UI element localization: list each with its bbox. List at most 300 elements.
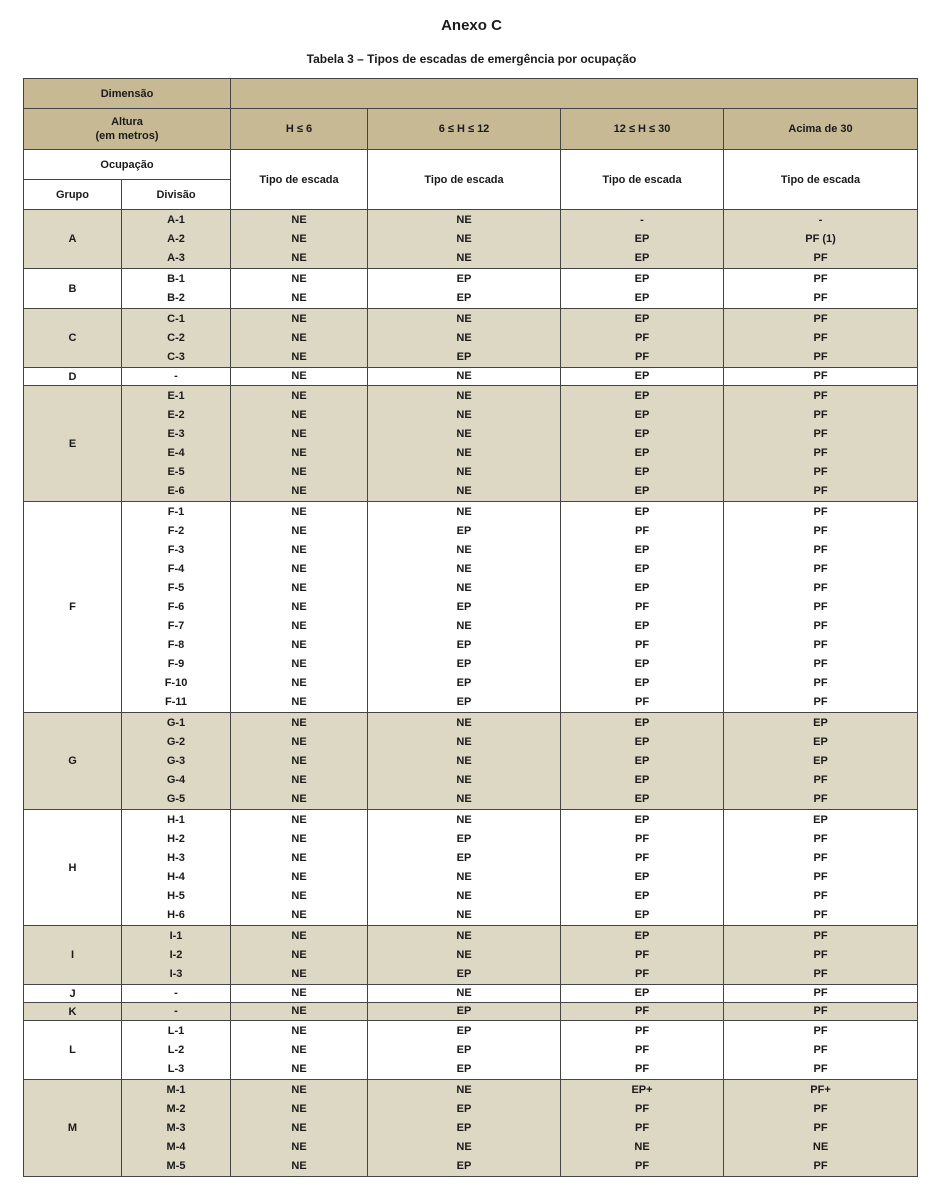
escada-value: PF	[813, 312, 828, 325]
escada-value: NE	[456, 581, 472, 594]
divisao-value: F-6	[167, 600, 185, 613]
divisao-value: E-5	[167, 465, 185, 478]
escada-value: PF	[813, 870, 828, 883]
escada-value: NE	[291, 1024, 307, 1037]
escada-value: EP	[634, 427, 650, 440]
escada-value: PF	[813, 427, 828, 440]
escada-value: PF	[813, 908, 828, 921]
escada-value: PF	[813, 350, 828, 363]
escada-value: NE	[291, 389, 307, 402]
tipo-escada-cell	[724, 309, 918, 368]
escada-value: NE	[456, 1140, 472, 1153]
escada-value: PF	[813, 524, 828, 537]
escada-value: NE	[291, 638, 307, 651]
tipo-escada-cell	[368, 1080, 561, 1177]
escada-value: PF	[634, 1102, 650, 1115]
group-row-d	[24, 368, 918, 386]
height-header-1: H ≤ 6	[231, 109, 368, 150]
escada-value: PF+	[810, 1083, 831, 1096]
divisao-value: F-3	[167, 543, 185, 556]
escada-value: PF	[813, 581, 828, 594]
divisao-value: E-6	[167, 484, 185, 497]
tipo-escada-cell	[561, 502, 724, 713]
escada-value: NE	[456, 465, 472, 478]
height-header-3: 12 ≤ H ≤ 30	[561, 109, 724, 150]
divisao-value: M-4	[166, 1140, 186, 1153]
escada-value: NE	[291, 272, 307, 285]
escada-value: EP	[456, 350, 472, 363]
tipo-escada-cell	[368, 985, 561, 1003]
escada-value: NE	[456, 543, 472, 556]
tipo-escada-cell	[368, 210, 561, 269]
escada-value: PF	[813, 948, 828, 961]
tipo-escada-cell	[724, 386, 918, 502]
divisao-value: L-1	[167, 1024, 185, 1037]
divisao-cell	[122, 309, 231, 368]
escada-value: PF	[813, 272, 828, 285]
escada-value: PF	[813, 889, 828, 902]
escada-value: EP	[634, 813, 650, 826]
divisao-value: H-4	[167, 870, 185, 883]
tipo-escada-cell	[724, 1003, 918, 1021]
divisao-value: F-7	[167, 619, 185, 632]
grupo-header: Grupo	[24, 180, 122, 210]
escada-value: PF	[813, 408, 828, 421]
escada-value: NE	[291, 1043, 307, 1056]
escada-value: PF	[634, 948, 650, 961]
escada-value: EP	[813, 754, 828, 767]
escada-value: PF	[813, 600, 828, 613]
escada-value: EP	[634, 716, 650, 729]
tipo-escada-cell	[231, 713, 368, 810]
escada-value: PF	[813, 370, 828, 382]
tipo-escada-cell	[561, 1021, 724, 1080]
escada-value: EP	[634, 889, 650, 902]
divisao-value: H-3	[167, 851, 185, 864]
escada-value: NE	[456, 370, 472, 382]
grupo-cell: M	[24, 1080, 122, 1177]
escada-value: PF	[813, 465, 828, 478]
escada-value: NE	[456, 251, 472, 264]
escada-value: PF	[634, 350, 650, 363]
escada-value: EP	[456, 851, 472, 864]
table-caption: Tabela 3 – Tipos de escadas de emergência por ocupação	[306, 52, 637, 66]
escada-value: EP	[634, 562, 650, 575]
escada-value: PF	[813, 562, 828, 575]
escada-value: NE	[291, 600, 307, 613]
divisao-value: H-5	[167, 889, 185, 902]
escada-value: NE	[291, 465, 307, 478]
escada-value: NE	[291, 754, 307, 767]
grupo-cell: E	[24, 386, 122, 502]
divisao-value: L-2	[167, 1043, 185, 1056]
tipo-header-2: Tipo de escada	[368, 150, 561, 210]
escada-value: NE	[291, 232, 307, 245]
divisao-value: F-11	[165, 695, 188, 708]
group-row-c	[24, 309, 918, 368]
escada-value: NE	[291, 312, 307, 325]
group-row-a	[24, 210, 918, 269]
escada-value: NE	[456, 792, 472, 805]
tipo-header-4: Tipo de escada	[724, 150, 918, 210]
escada-value: PF	[813, 695, 828, 708]
group-row-j	[24, 985, 918, 1003]
escada-value: PF	[634, 1121, 650, 1134]
escada-value: PF	[634, 832, 650, 845]
escada-value: PF	[813, 832, 828, 845]
tipo-escada-cell	[368, 1003, 561, 1021]
table-body	[24, 79, 918, 1177]
divisao-cell	[122, 386, 231, 502]
escada-value: NE	[812, 1140, 829, 1153]
tipo-escada-cell	[561, 386, 724, 502]
tipo-escada-cell	[368, 810, 561, 926]
divisao-cell	[122, 926, 231, 985]
escada-value: PF	[813, 638, 828, 651]
escada-value: EP	[456, 657, 472, 670]
grupo-cell: D	[24, 368, 122, 386]
escada-value: NE	[291, 1083, 307, 1096]
escada-value: PF	[813, 929, 828, 942]
escada-value: PF	[813, 657, 828, 670]
escada-value: PF	[813, 1043, 828, 1056]
escada-value: EP	[634, 312, 650, 325]
divisao-value: F-8	[167, 638, 185, 651]
escada-value: PF	[634, 524, 650, 537]
escada-value: PF	[634, 1062, 650, 1075]
escada-value: NE	[291, 562, 307, 575]
divisao-value: F-5	[167, 581, 185, 594]
escada-value: EP	[456, 638, 472, 651]
divisao-value: F-2	[167, 524, 185, 537]
tipo-escada-cell	[368, 926, 561, 985]
group-row-m	[24, 1080, 918, 1177]
escada-value: EP	[456, 1005, 472, 1017]
divisao-cell	[122, 1021, 231, 1080]
tipo-escada-cell	[561, 926, 724, 985]
escada-value: PF	[634, 600, 650, 613]
escada-value: NE	[456, 331, 472, 344]
escada-value: NE	[291, 735, 307, 748]
tipo-escada-cell	[231, 269, 368, 309]
escada-value: NE	[456, 213, 472, 226]
divisao-value: A-2	[167, 232, 185, 245]
tipo-escada-cell	[368, 502, 561, 713]
escada-value: NE	[456, 389, 472, 402]
escada-value: NE	[291, 484, 307, 497]
escada-value: NE	[291, 1062, 307, 1075]
group-row-b	[24, 269, 918, 309]
divisao-value: H-2	[167, 832, 185, 845]
height-header-2: 6 ≤ H ≤ 12	[368, 109, 561, 150]
escada-value: NE	[456, 716, 472, 729]
tipo-escada-cell	[561, 985, 724, 1003]
page-title: Anexo C	[441, 17, 502, 34]
tipo-escada-cell	[724, 713, 918, 810]
divisao-value: -	[174, 1005, 178, 1017]
escada-value: EP	[634, 735, 650, 748]
grupo-cell: F	[24, 502, 122, 713]
escada-value: NE	[456, 889, 472, 902]
escada-value: PF	[634, 1005, 650, 1017]
divisao-cell	[122, 1080, 231, 1177]
escada-value: EP	[456, 676, 472, 689]
escada-value: NE	[634, 1140, 650, 1153]
group-row-h	[24, 810, 918, 926]
group-row-l	[24, 1021, 918, 1080]
grupo-cell: A	[24, 210, 122, 269]
escada-value: PF	[813, 251, 828, 264]
escada-value: NE	[291, 1102, 307, 1115]
escada-value: NE	[291, 619, 307, 632]
escada-value: NE	[291, 251, 307, 264]
divisao-value: G-4	[166, 773, 186, 786]
tipo-escada-cell	[368, 1021, 561, 1080]
escada-value: EP	[634, 272, 650, 285]
escada-value: PF	[813, 851, 828, 864]
divisao-value: M-1	[166, 1083, 186, 1096]
divisao-value: A-1	[167, 213, 185, 226]
stairs-table	[23, 78, 918, 1177]
escada-value: EP	[634, 389, 650, 402]
group-row-k	[24, 1003, 918, 1021]
escada-value: NE	[456, 735, 472, 748]
divisao-value: C-2	[167, 331, 185, 344]
escada-value: EP	[634, 908, 650, 921]
escada-value: NE	[456, 484, 472, 497]
escada-value: PF	[813, 967, 828, 980]
tipo-escada-cell	[561, 713, 724, 810]
divisao-value: C-3	[167, 350, 185, 363]
escada-value: NE	[291, 832, 307, 845]
grupo-cell: I	[24, 926, 122, 985]
escada-value: NE	[456, 446, 472, 459]
escada-value: PF	[634, 851, 650, 864]
escada-value: NE	[456, 870, 472, 883]
escada-value: PF	[813, 773, 828, 786]
grupo-cell: J	[24, 985, 122, 1003]
escada-value: PF	[813, 1024, 828, 1037]
escada-value: EP	[634, 929, 650, 942]
escada-value: NE	[291, 695, 307, 708]
escada-value: EP	[456, 967, 472, 980]
divisao-value: -	[174, 370, 178, 382]
divisao-cell	[122, 269, 231, 309]
tipo-escada-cell	[724, 926, 918, 985]
tipo-escada-cell	[561, 1003, 724, 1021]
divisao-value: A-3	[167, 251, 185, 264]
escada-value: EP	[634, 408, 650, 421]
divisao-value: C-1	[167, 312, 185, 325]
escada-value: NE	[291, 581, 307, 594]
escada-value: EP	[456, 1043, 472, 1056]
escada-value: PF	[813, 1159, 828, 1172]
tipo-escada-cell	[231, 985, 368, 1003]
escada-value: NE	[291, 987, 307, 999]
divisao-cell	[122, 985, 231, 1003]
tipo-escada-cell	[368, 713, 561, 810]
escada-value: PF (1)	[805, 232, 836, 245]
escada-value: NE	[456, 948, 472, 961]
escada-value: EP	[634, 987, 650, 999]
escada-value: NE	[456, 505, 472, 518]
escada-value: NE	[291, 948, 307, 961]
escada-value: EP	[634, 773, 650, 786]
divisao-cell	[122, 713, 231, 810]
divisao-value: I-1	[169, 929, 183, 942]
tipo-escada-cell	[368, 368, 561, 386]
escada-value: NE	[291, 676, 307, 689]
tipo-header-3: Tipo de escada	[561, 150, 724, 210]
escada-value: PF	[813, 676, 828, 689]
tipo-escada-cell	[724, 1021, 918, 1080]
escada-value: NE	[291, 716, 307, 729]
escada-value: EP	[634, 581, 650, 594]
escada-value: EP	[456, 1024, 472, 1037]
escada-value: NE	[291, 524, 307, 537]
escada-value: EP	[813, 716, 828, 729]
divisao-value: M-2	[166, 1102, 186, 1115]
divisao-cell	[122, 210, 231, 269]
escada-value: EP	[813, 735, 828, 748]
tipo-escada-cell	[561, 810, 724, 926]
escada-value: NE	[456, 408, 472, 421]
grupo-cell: G	[24, 713, 122, 810]
tipo-escada-cell	[231, 810, 368, 926]
escada-value: NE	[291, 792, 307, 805]
escada-value: NE	[291, 870, 307, 883]
escada-value: PF	[634, 967, 650, 980]
escada-value: NE	[456, 562, 472, 575]
escada-value: PF	[813, 1102, 828, 1115]
grupo-cell: B	[24, 269, 122, 309]
tipo-escada-cell	[368, 386, 561, 502]
tipo-escada-cell	[231, 1021, 368, 1080]
escada-value: NE	[456, 813, 472, 826]
tipo-escada-cell	[724, 210, 918, 269]
escada-value: EP	[813, 813, 828, 826]
divisao-value: F-4	[167, 562, 185, 575]
height-header-4: Acima de 30	[724, 109, 918, 150]
escada-value: EP	[634, 543, 650, 556]
divisao-value: G-3	[166, 754, 186, 767]
group-row-g	[24, 713, 918, 810]
tipo-escada-cell	[561, 1080, 724, 1177]
divisao-value: I-3	[169, 967, 183, 980]
escada-value: PF	[813, 1005, 828, 1017]
escada-value: EP	[634, 484, 650, 497]
divisao-value: M-5	[166, 1159, 186, 1172]
escada-value: NE	[291, 350, 307, 363]
escada-value: PF	[813, 389, 828, 402]
tipo-escada-cell	[561, 210, 724, 269]
divisao-value: E-1	[167, 389, 185, 402]
tipo-escada-cell	[724, 502, 918, 713]
escada-value: EP	[634, 619, 650, 632]
divisao-value: L-3	[167, 1062, 185, 1075]
escada-value: EP	[456, 1102, 472, 1115]
escada-value: PF	[813, 505, 828, 518]
divisao-value: F-9	[167, 657, 185, 670]
divisao-value: F-1	[167, 505, 185, 518]
escada-value: PF	[813, 446, 828, 459]
tipo-escada-cell	[724, 368, 918, 386]
escada-value: EP	[456, 1062, 472, 1075]
escada-value: NE	[291, 446, 307, 459]
escada-value: NE	[456, 773, 472, 786]
escada-value: EP	[634, 505, 650, 518]
escada-value: EP	[634, 251, 650, 264]
escada-value: NE	[291, 1121, 307, 1134]
tipo-escada-cell	[561, 269, 724, 309]
divisao-header: Divisão	[122, 180, 231, 210]
dimensao-filler	[231, 79, 918, 109]
divisao-value: H-1	[167, 813, 185, 826]
ocupacao-header: Ocupação	[24, 150, 231, 180]
escada-value: PF	[634, 695, 650, 708]
grupo-cell: L	[24, 1021, 122, 1080]
group-row-f	[24, 502, 918, 713]
grupo-cell: K	[24, 1003, 122, 1021]
escada-value: EP	[456, 272, 472, 285]
escada-value: NE	[291, 889, 307, 902]
escada-value: NE	[291, 291, 307, 304]
escada-value: EP	[634, 676, 650, 689]
escada-value: EP	[634, 370, 650, 382]
divisao-value: B-2	[167, 291, 185, 304]
tipo-escada-cell	[231, 1080, 368, 1177]
tipo-escada-cell	[231, 309, 368, 368]
escada-value: PF	[813, 484, 828, 497]
escada-value: EP	[634, 465, 650, 478]
divisao-value: G-5	[166, 792, 186, 805]
escada-value: NE	[456, 427, 472, 440]
escada-value: EP	[634, 792, 650, 805]
grupo-cell: H	[24, 810, 122, 926]
tipo-escada-cell	[231, 386, 368, 502]
divisao-value: G-1	[166, 716, 186, 729]
escada-value: NE	[291, 813, 307, 826]
tipo-escada-cell	[368, 309, 561, 368]
escada-value: NE	[291, 427, 307, 440]
escada-value: PF	[813, 619, 828, 632]
tipo-header-1: Tipo de escada	[231, 150, 368, 210]
escada-value: NE	[291, 408, 307, 421]
escada-value: PF	[813, 1062, 828, 1075]
escada-value: NE	[456, 1083, 472, 1096]
escada-value: NE	[456, 908, 472, 921]
escada-value: NE	[291, 1159, 307, 1172]
divisao-value: E-4	[167, 446, 185, 459]
escada-value: NE	[291, 657, 307, 670]
divisao-value: E-2	[167, 408, 185, 421]
escada-value: EP	[456, 1121, 472, 1134]
grupo-cell: C	[24, 309, 122, 368]
escada-value: PF	[813, 331, 828, 344]
escada-value: -	[640, 213, 644, 226]
divisao-value: H-6	[167, 908, 185, 921]
altura-header: Altura (em metros)	[24, 109, 231, 150]
tipo-escada-cell	[724, 985, 918, 1003]
escada-value: EP	[456, 600, 472, 613]
escada-value: EP	[456, 695, 472, 708]
escada-value: NE	[291, 370, 307, 382]
escada-value: NE	[291, 331, 307, 344]
tipo-escada-cell	[561, 309, 724, 368]
divisao-cell	[122, 1003, 231, 1021]
escada-value: NE	[291, 851, 307, 864]
tipo-escada-cell	[724, 810, 918, 926]
